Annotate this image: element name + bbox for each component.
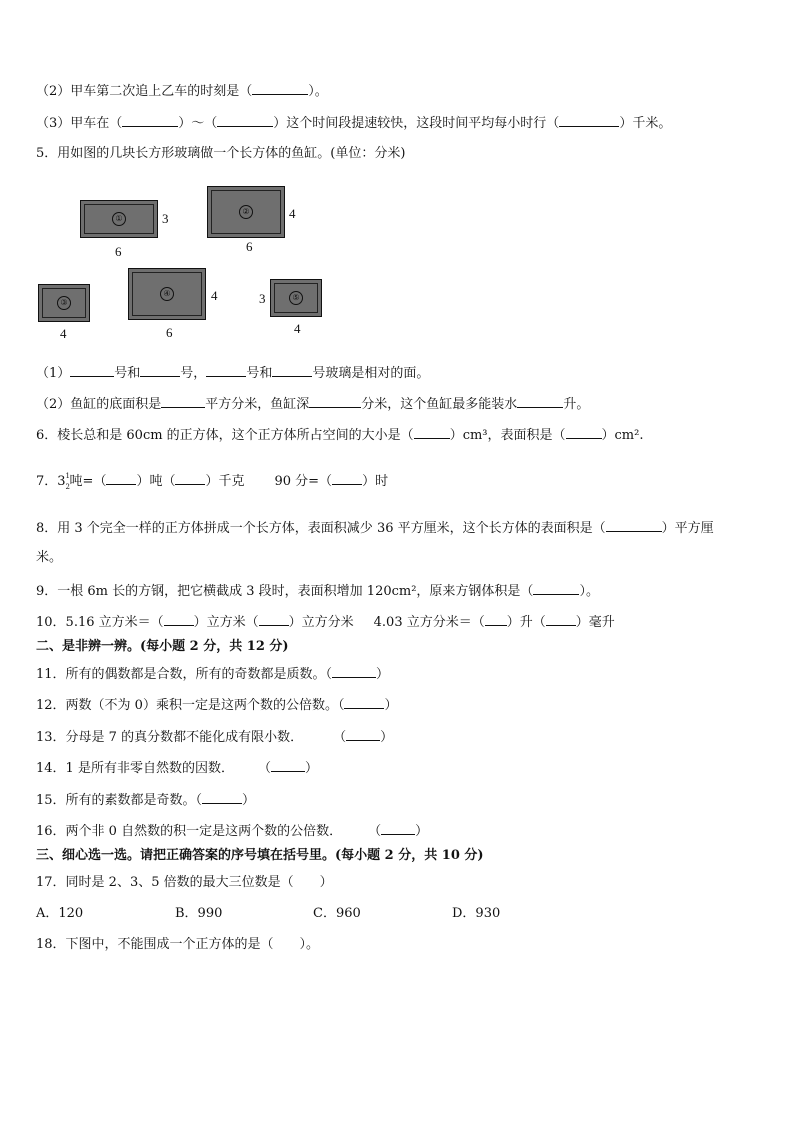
answer-blank[interactable] (332, 472, 362, 485)
answer-blank[interactable] (161, 395, 205, 408)
q4-sub2: （2）甲车第二次追上乙车的时刻是（ ）。 (36, 84, 328, 99)
glass-piece-5: ⑤ (270, 279, 322, 317)
answer-blank[interactable] (217, 114, 273, 127)
answer-blank[interactable] (517, 395, 563, 408)
answer-blank[interactable] (414, 426, 450, 439)
q5-sub2: （2）鱼缸的底面积是 平方分米，鱼缸深 分米，这个鱼缸最多能装水 升。 (36, 397, 590, 412)
q5-sub1: （1） 号和 号， 号和 号玻璃是相对的面。 (36, 366, 430, 381)
glass-piece-1: ① (80, 200, 158, 238)
q8-line1: 8．用 3 个完全一样的正方体拼成一个长方体，表面积减少 36 平方厘米，这个长方体的表面积是（ ）平方厘 (36, 521, 714, 536)
answer-blank[interactable] (140, 364, 180, 377)
answer-blank[interactable] (106, 472, 136, 485)
answer-blank[interactable] (122, 114, 178, 127)
q6: 6．棱长总和是 60cm 的正方体，这个正方体所占空间的大小是（ ）cm³，表面积是（ ）cm². (36, 428, 644, 443)
q17: 17．同时是 2、3、5 倍数的最大三位数是（ ） (36, 875, 333, 890)
answer-blank[interactable] (206, 364, 246, 377)
q18: 18．下图中，不能围成一个正方体的是（ ）。 (36, 937, 320, 952)
q4-sub3: （3）甲车在（ ）～（ ）这个时间段提速较快，这段时间平均每小时行（ ）千米。 (36, 116, 672, 131)
q13: 13．分母是 7 的真分数都不能化成有限小数． （ ） (36, 730, 394, 745)
answer-blank[interactable] (309, 395, 361, 408)
answer-blank[interactable] (344, 696, 384, 709)
q15: 15．所有的素数都是奇数。（ ） (36, 793, 256, 808)
q10: 10．5.16 立方米＝（ ）立方米（ ）立方分米 4.03 立方分米＝（ ）升（ ）毫升 (36, 615, 615, 630)
answer-blank[interactable] (485, 613, 507, 626)
section-2-heading: 二、是非辨一辨。(每小题 2 分，共 12 分) (36, 639, 289, 654)
q16: 16．两个非 0 自然数的积一定是这两个数的公倍数． （ ） (36, 824, 429, 839)
answer-blank[interactable] (332, 665, 376, 678)
q17-option-d[interactable]: D．930 (452, 906, 501, 921)
glass-piece-4: ④ (128, 268, 206, 320)
q17-option-c[interactable]: C．960 (313, 906, 361, 921)
q8-line2: 米。 (36, 550, 63, 565)
answer-blank[interactable] (175, 472, 205, 485)
answer-blank[interactable] (259, 613, 289, 626)
glass-piece-3: ③ (38, 284, 90, 322)
answer-blank[interactable] (272, 364, 312, 377)
answer-blank[interactable] (70, 364, 114, 377)
glass-piece-2: ② (207, 186, 285, 238)
q17-option-b[interactable]: B．990 (175, 906, 223, 921)
q7: 7．3 1 2 吨=（ ）吨（ ）千克 90 分=（ ）时 (36, 471, 389, 491)
answer-blank[interactable] (164, 613, 194, 626)
answer-blank[interactable] (202, 791, 242, 804)
answer-blank[interactable] (606, 519, 662, 532)
q9: 9．一根 6m 长的方钢，把它横截成 3 段时，表面积增加 120cm²，原来方钢体积是（ ）。 (36, 584, 599, 599)
answer-blank[interactable] (346, 728, 380, 741)
q11: 11．所有的偶数都是合数，所有的奇数都是质数。（ ） (36, 667, 390, 682)
answer-blank[interactable] (381, 822, 415, 835)
answer-blank[interactable] (271, 759, 305, 772)
q14: 14．1 是所有非零自然数的因数． （ ） (36, 761, 318, 776)
answer-blank[interactable] (546, 613, 576, 626)
fraction-one-half: 1 2 (65, 471, 71, 491)
q12: 12．两数（不为 0）乘积一定是这两个数的公倍数。（ ） (36, 698, 398, 713)
answer-blank[interactable] (559, 114, 619, 127)
q17-option-a[interactable]: A．120 (36, 906, 84, 921)
answer-blank[interactable] (252, 82, 308, 95)
answer-blank[interactable] (533, 582, 579, 595)
q5-stem: 5．用如图的几块长方形玻璃做一个长方体的鱼缸。(单位：分米) (36, 146, 406, 161)
section-3-heading: 三、细心选一选。请把正确答案的序号填在括号里。(每小题 2 分，共 10 分) (36, 848, 484, 863)
answer-blank[interactable] (566, 426, 602, 439)
